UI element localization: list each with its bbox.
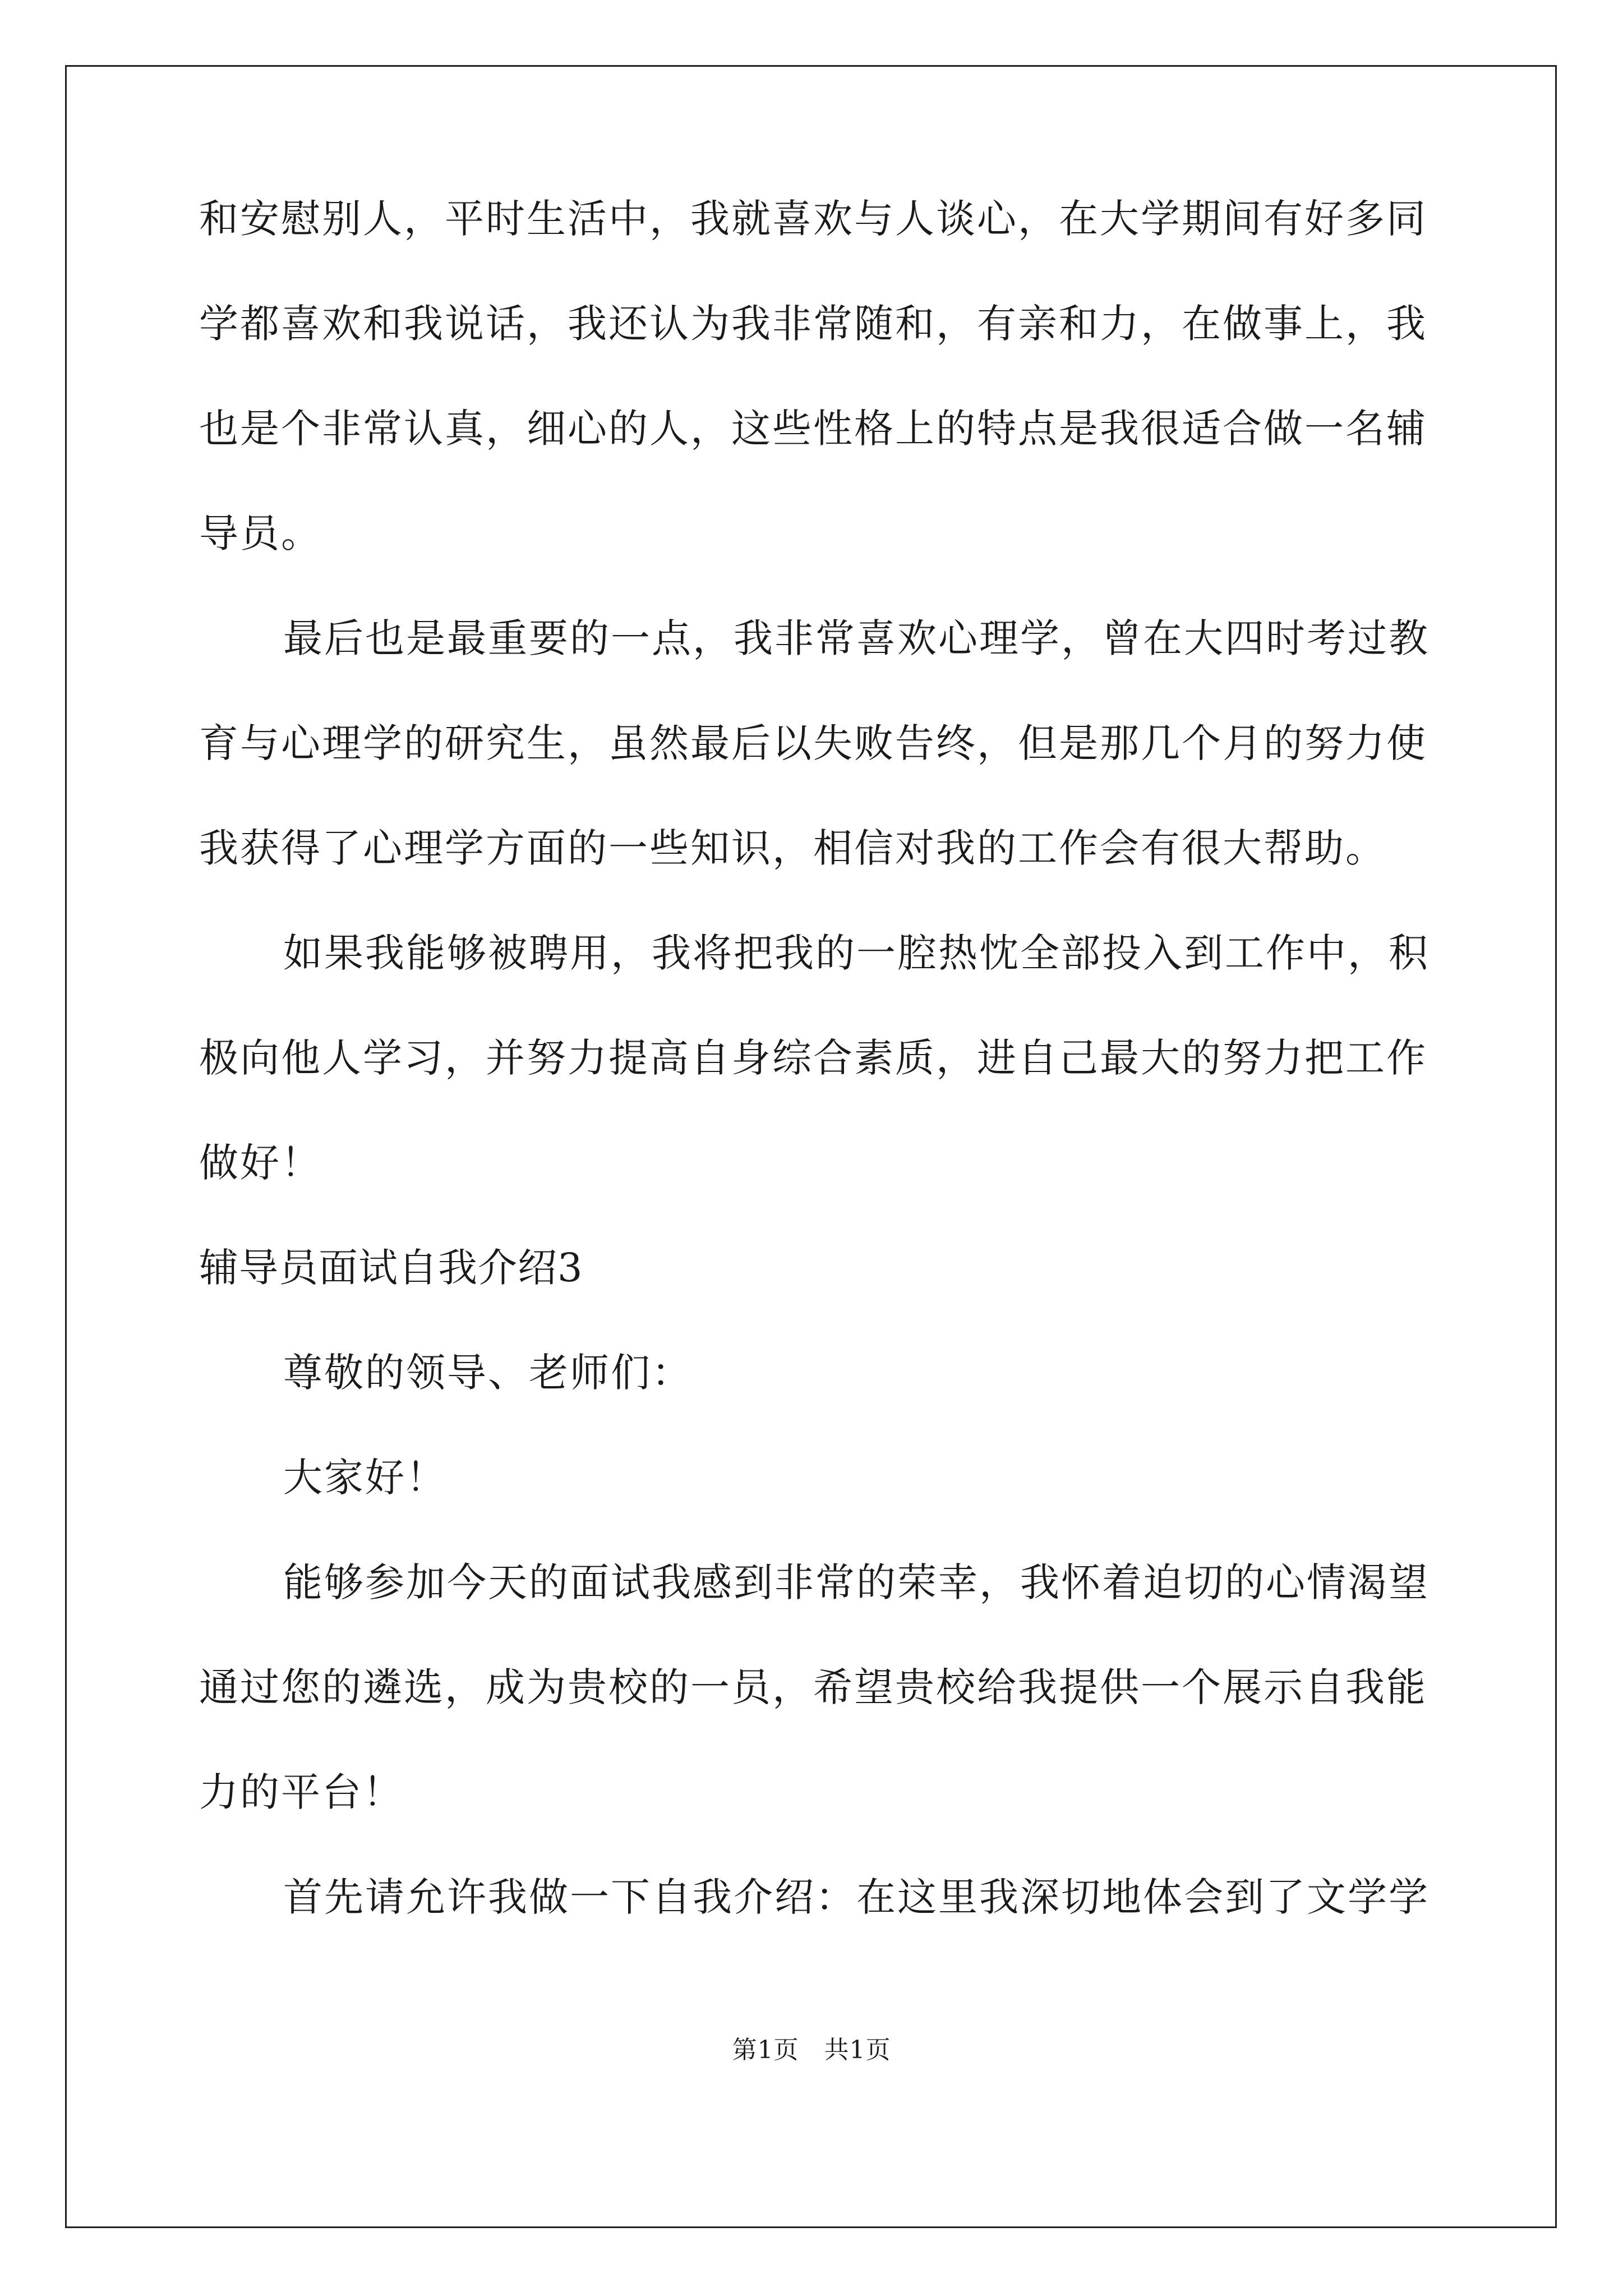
paragraph-line: 和安慰别人，平时生活中，我就喜欢与人谈心，在大学期间有好多同 [199,196,1427,242]
page-number-footer: 第1页 共1页 [732,2036,891,2064]
paragraph-line: 最后也是最重要的一点，我非常喜欢心理学，曾在大四时考过教 [283,615,1430,661]
paragraph-line: 通过您的遴选，成为贵校的一员，希望贵校给我提供一个展示自我能 [199,1664,1427,1710]
greeting-line: 大家好！ [283,1455,447,1501]
paragraph-line: 力的平台！ [199,1769,404,1815]
paragraph-line: 也是个非常认真，细心的人，这些性格上的特点是我很适合做一名辅 [199,406,1427,452]
paragraph-line: 导员。 [199,510,322,556]
paragraph-line: 学都喜欢和我说话，我还认为我非常随和，有亲和力，在做事上，我 [199,301,1427,347]
paragraph-line: 首先请允许我做一下自我介绍：在这里我深切地体会到了文学学 [283,1874,1430,1920]
salutation-line: 尊敬的领导、老师们： [283,1350,693,1396]
paragraph-line: 极向他人学习，并努力提高自身综合素质，进自己最大的努力把工作 [199,1035,1427,1081]
paragraph-line: 如果我能够被聘用，我将把我的一腔热忱全部投入到工作中，积 [283,930,1430,976]
paragraph-line: 我获得了心理学方面的一些知识，相信对我的工作会有很大帮助。 [199,825,1386,871]
paragraph-line: 做好！ [199,1140,322,1186]
paragraph-line: 能够参加今天的面试我感到非常的荣幸，我怀着迫切的心情渴望 [283,1559,1430,1605]
paragraph-line: 育与心理学的研究生，虽然最后以失败告终，但是那几个月的努力使 [199,720,1427,766]
section-heading: 辅导员面试自我介绍3 [199,1245,583,1291]
document-body [199,196,1430,1982]
